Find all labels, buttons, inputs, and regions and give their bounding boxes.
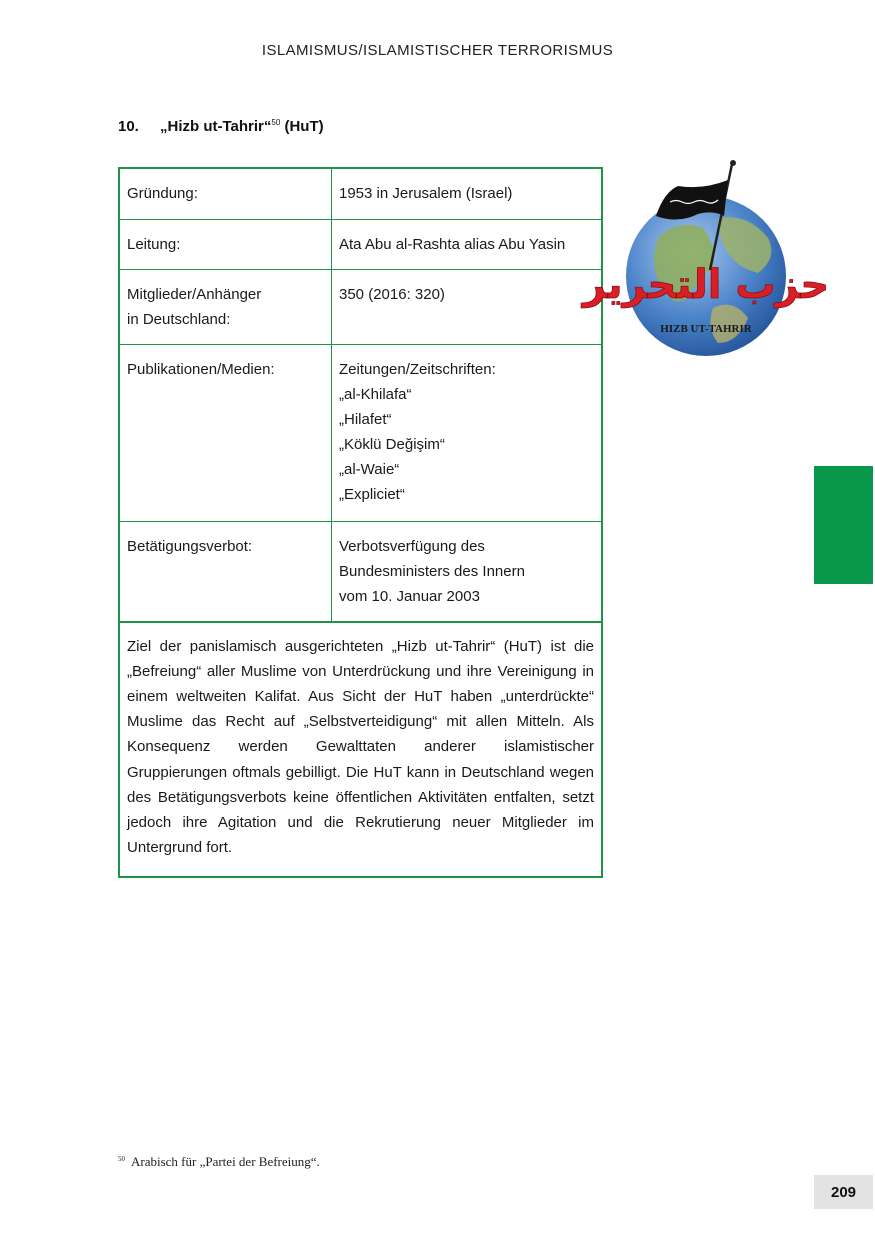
section-title [118,118,324,135]
publication-line: „Köklü Değişim“ [339,435,445,453]
publication-line: „Hilafet“ [339,410,392,428]
fact-label [120,269,332,344]
fact-value [332,344,602,521]
fact-value: Ata Abu al-Rashta alias Abu Yasin [332,219,602,269]
publication-line: Zeitungen/Zeitschriften: [339,360,496,378]
fact-value: 350 (2016: 320) [332,269,602,344]
organization-info-box [118,167,603,878]
footnote [118,1154,320,1170]
running-header: ISLAMISMUS/ISLAMISTISCHER TERRORISMUS [261,42,614,59]
footnote-text: Arabisch für „Partei der Befreiung“. [131,1154,320,1169]
hizb-ut-tahrir-logo [582,158,830,358]
facts-table [120,169,601,622]
section-name: „Hizb ut-Tahrir“ [160,118,272,135]
publication-line: „al-Waie“ [339,460,400,478]
fact-label-line: in Deutschland: [127,310,231,328]
table-row [120,169,601,219]
table-row [120,521,601,621]
table-row [120,219,601,269]
fact-value-line: Bundesministers des Innern [339,562,525,580]
logo-arabic-text: حزب التحرير [582,262,830,308]
publication-line: „Expliciet“ [339,485,405,503]
footnote-reference[interactable]: 50 [271,118,281,127]
table-row [120,269,601,344]
summary-paragraph: Ziel der panislamisch ausgerichteten „Hizb ut-Tahrir“ (HuT) ist die „Befreiung“ aller Muslime von Unterdrückung und ihre Vereinigung in einem weltweiten Kalifat. Aus Sicht der HuT haben „unterdrückte“ Muslime das Recht auf „Selbstverteidigung“ mit allen Mitteln. Als Konsequenz werden Gewalttaten anderer islamistischer Gruppierungen oftmals gebilligt. Die HuT kann in Deutschland wegen des Betätigungsverbots keine öffentlichen Aktivitäten entfalten, setzt jedoch ihre Agitation und die Rekrutierung neuer Mitglieder im Untergrund fort. [120,622,601,877]
logo-latin-text: HIZB UT-TAHRIR [660,323,752,335]
publication-line: „al-Khilafa“ [339,385,412,403]
footnote-number: 50 [118,1154,125,1163]
table-row [120,344,601,521]
chapter-tab [814,466,873,584]
fact-value [332,521,602,621]
fact-label: Publikationen/Medien: [120,344,332,521]
section-number: 10. [118,118,139,135]
fact-label: Betätigungsverbot: [120,521,332,621]
fact-label: Gründung: [120,169,332,219]
fact-label-line: Mitglieder/Anhänger [127,285,262,303]
page-number: 209 [814,1175,873,1209]
fact-value-line: Verbotsverfügung des [339,537,485,555]
section-abbreviation: (HuT) [284,118,324,135]
fact-value: 1953 in Jerusalem (Israel) [332,169,602,219]
fact-value-line: vom 10. Januar 2003 [339,587,480,605]
fact-label: Leitung: [120,219,332,269]
flagpole-finial [730,160,736,166]
